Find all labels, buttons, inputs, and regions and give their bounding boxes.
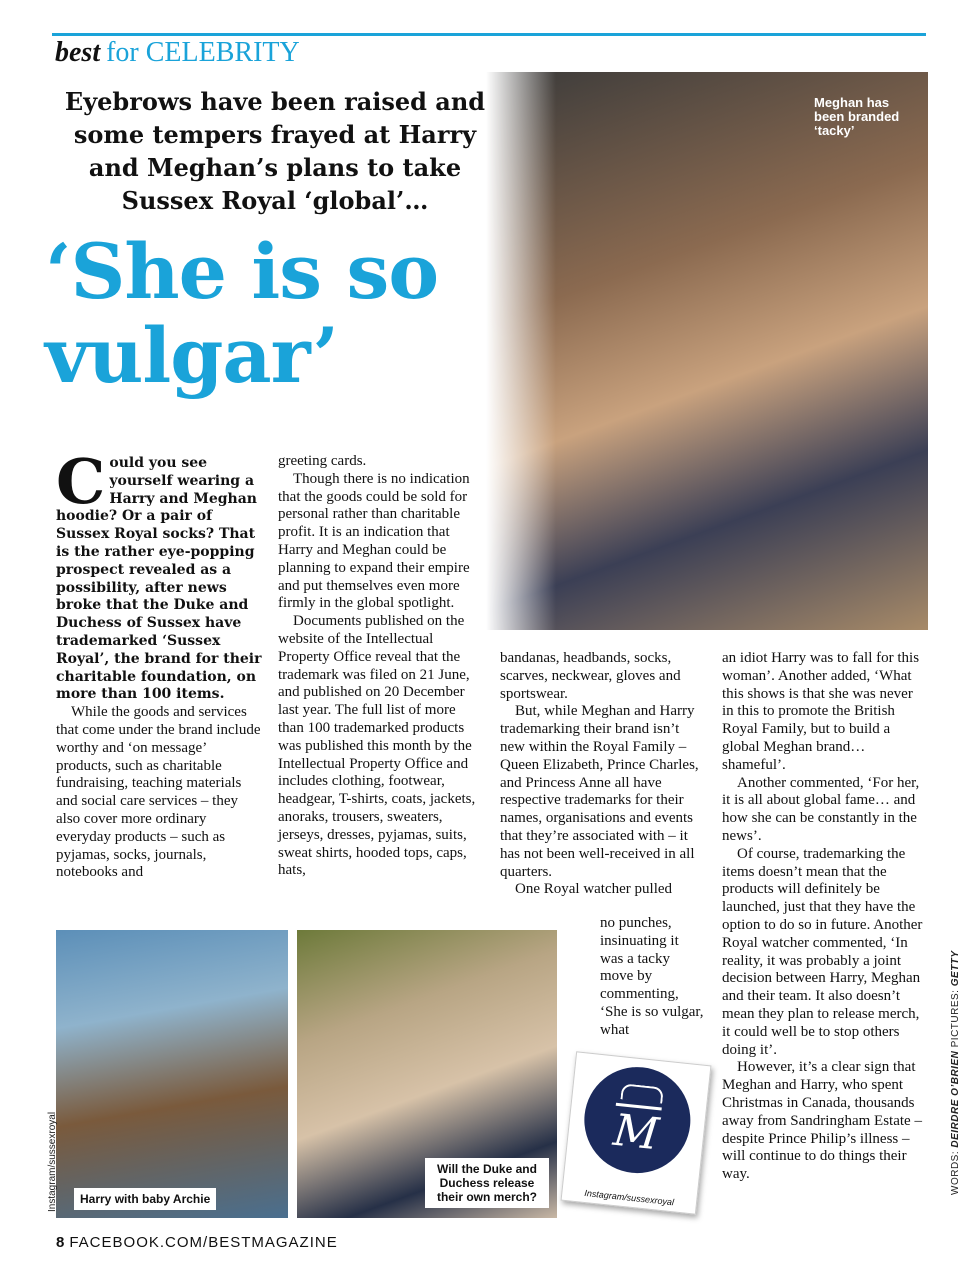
polaroid-caption: Instagram/sussexroyal xyxy=(583,1187,675,1208)
paragraph: Though there is no indication that the goods could be sold for personal rather than charitable profit. It is an indication that Harry and Meghan could be planning to expand their empire and put themselves even more firmly in the global spotlight. xyxy=(278,470,470,612)
article-column-4 xyxy=(722,650,928,1184)
paragraph: While the goods and services that come under the brand include worthy and ‘on message’ products, such as charitable fundraising, teaching materials and social care services – they also cover more ordinary everyday products – such as pyjamas, socks, journals, notebooks and xyxy=(56,704,261,881)
brand-name: best xyxy=(55,37,101,68)
photo-harry-meghan xyxy=(297,930,557,1218)
paragraph: Another commented, ‘For her, it is all about global fame… and how she can be constantly in the news’. xyxy=(722,774,920,844)
paragraph: One Royal watcher pulled xyxy=(515,881,673,898)
article-column-3 xyxy=(500,650,706,899)
lead-paragraph: Could you see yourself wearing a Harry and Meghan hoodie? Or a pair of Sussex Royal socks? That is the rather eye-popping prospect revealed as a possibility, after news broke that the Duke and Duchess of Sussex have trademarked ‘Sussex Royal’, the brand for their charitable foundation, on more than 100 items. xyxy=(56,445,262,703)
sussex-monogram-icon xyxy=(579,1062,695,1178)
section-label xyxy=(55,36,300,70)
hero-caption: Meghan has been branded ‘tacky’ xyxy=(814,95,900,138)
section-category: for CELEBRITY xyxy=(106,37,300,68)
monogram-polaroid xyxy=(561,1051,712,1214)
standfirst: Eyebrows have been raised and some tempers frayed at Harry and Meghan’s plans to take Sussex Royal ‘global’… xyxy=(64,87,486,215)
paragraph: Documents published on the website of the Intellectual Property Office reveal that the trademark was filed on 21 June, and published on 20 December last year. The full list of more than 100 trademarked products was published this month by the Intellectual Property Office and includes clothing, footwear, headgear, T-shirts, coats, jackets, anoraks, trousers, sweaters, jerseys, dresses, pyjamas, suits, sweat shirts, hooded tops, caps, hats, xyxy=(278,613,476,879)
paragraph: bandanas, headbands, socks, scarves, neckwear, gloves and sportswear. xyxy=(500,650,681,702)
article-column-1 xyxy=(56,445,262,882)
page-footer xyxy=(56,1234,338,1251)
photo-words-credit: WORDS: DEIRDRE O’BRIEN PICTURES: GETTY xyxy=(950,950,961,1195)
paragraph: an idiot Harry was to fall for this woman’. Another added, ‘What this shows is that she was never in this to promote the British Royal Family, but to build a global Meghan brand… shameful’. xyxy=(722,650,920,773)
photo-harry-archie: Instagram/sussexroyal Harry with baby Archie xyxy=(56,930,288,1218)
article-column-2 xyxy=(278,453,484,880)
photo-caption: Will the Duke and Duchess release their own merch? xyxy=(425,1158,549,1208)
paragraph: However, it’s a clear sign that Meghan and Harry, who spent Christmas in Canada, thousands away from Sandringham Estate – despite Prince Philip’s illness – will continue to do things their way. xyxy=(722,1059,922,1183)
drop-cap: C xyxy=(56,445,106,518)
paragraph: Of course, trademarking the items doesn’t mean that the products will definitely be launched, just that they have the option to do so in future. Another Royal watcher commented, ‘In reality, it was probably a joint decision between Harry, Meghan and their team. It also doesn’t mean they plan to release merch, it could well be to stop others doing it’. xyxy=(722,845,923,1058)
headline: ‘She is so vulgar’ xyxy=(45,227,439,400)
photo-caption: Harry with baby Archie xyxy=(74,1188,216,1210)
page-number: 8 xyxy=(56,1234,66,1251)
paragraph: But, while Meghan and Harry trademarking their brand isn’t new within the Royal Family – Queen Elizabeth, Prince Charles, and Princess Anne all have respective trademarks for their names, organisations and events that they’re associated with – it has not been well-received in all quarters. xyxy=(500,703,699,880)
paragraph: no punches, insinuating it was a tacky move by commenting, ‘She is so vulgar, what xyxy=(600,915,704,1038)
footer-url: FACEBOOK.COM/BESTMAGAZINE xyxy=(69,1234,338,1251)
paragraph: greeting cards. xyxy=(278,453,367,469)
hero-photo xyxy=(486,72,928,630)
monogram-letter: M xyxy=(610,1104,662,1161)
article-column-3-continued xyxy=(600,915,704,1040)
